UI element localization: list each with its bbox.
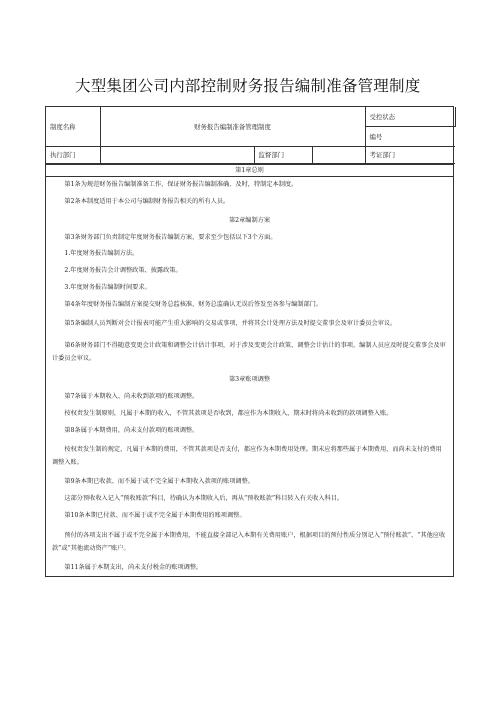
control-status-label-cell: 受控状态 xyxy=(365,107,455,126)
article-3-item-3: 3.年度财务报告编制时间要求。 xyxy=(64,283,151,291)
article-9: 第9条本期已收款、而不属于或不完全属于本期收入款项的账项调整。 xyxy=(64,478,254,486)
article-10-detail: 预付的各项支出不属于或不完全属于本期费用，不能直接全部记入本期有关费用账户，根据项目的预付性质分别记入“预付账款”、“其他应收款”或“其他流动资产”账户。 xyxy=(52,531,446,552)
name-value-cell: 财务报告编制准备管理制度 xyxy=(100,107,365,146)
number-label-cell: 编号 xyxy=(365,126,455,146)
article-1: 第1条为规范财务报告编制准备工作，保证财务报告编制准确、及时，特制定本制度。 xyxy=(64,181,298,189)
article-7: 第7条属于本期收入、尚未收到款项的账项调整。 xyxy=(64,393,199,401)
header-table xyxy=(46,107,456,164)
supervise-dept-value-cell[interactable] xyxy=(312,146,365,163)
article-6: 第6条财务部门不得随意变更会计政策和调整会计估计事项，对于涉及变更会计政策、调整会计估计的事项，编制人员应及时提交董事会及审计委员会审议。 xyxy=(52,342,446,363)
article-3-item-1: 1.年度财务报告编制方法。 xyxy=(64,250,139,258)
article-7-detail: 按权责发生制原则，凡属于本期的收入，不管其款项是否收到，都应作为本期收入，期末时将尚未收到的款项调整入账。 xyxy=(64,409,393,417)
article-8-detail: 按权责发生制的规定，凡属于本期的费用，不管其款项是否支付，都应作为本期费用处理。期末应将那些属于本期费用，而尚未支付的费用调整入账。 xyxy=(52,446,442,467)
name-label-cell: 制度名称 xyxy=(46,107,100,146)
supervise-dept-label-cell: 监督部门 xyxy=(254,146,312,163)
article-9-detail: 这部分预收收入记入“预收账款”科目，待确认为本期收入后，再从“预收账款”科目转入有关收入科目。 xyxy=(64,495,344,503)
regulation-form xyxy=(45,106,454,577)
assess-dept-label-cell: 考证部门 xyxy=(365,146,455,163)
article-3-item-2: 2.年度财务报告会计调整政策、披露政策。 xyxy=(64,267,182,274)
exec-dept-label-cell: 执行部门 xyxy=(46,146,100,163)
chapter-3-heading: 第3章账项调整 xyxy=(228,376,271,384)
article-4: 第4条年度财务报告编制方案提交财务总监核准，财务总监确认无误后签发至各参与编制部门。 xyxy=(64,300,323,308)
document-title: 大型集团公司内部控制财务报告编制准备管理制度 xyxy=(75,77,421,95)
article-3: 第3条财务部门负责制定年度财务报告编制方案，要求至少包括以下3个方面。 xyxy=(64,233,277,241)
article-8: 第8条属于本期费用，尚未支付款项的账项调整。 xyxy=(64,426,199,434)
regulation-body xyxy=(46,164,453,577)
chapter-2-heading: 第2章编制方案 xyxy=(228,216,271,224)
article-10: 第10条本期已付款、而不属于或不完全属于本期费用的账项调整。 xyxy=(64,511,246,519)
article-2: 第2条本制度适用于本公司与编制财务报告相关的所有人员。 xyxy=(64,198,230,205)
article-11: 第11条属于本期支出，尚未支付税金的账项调整。 xyxy=(64,563,203,571)
chapter-1-heading: 第1章总则 xyxy=(46,165,453,178)
article-5: 第5条编制人员判断对会计报表可能产生重大影响的交易或事项，并将其会计处理方法及时提交董事会及审计委员会审议。 xyxy=(64,320,397,328)
exec-dept-value-cell[interactable] xyxy=(100,146,254,163)
